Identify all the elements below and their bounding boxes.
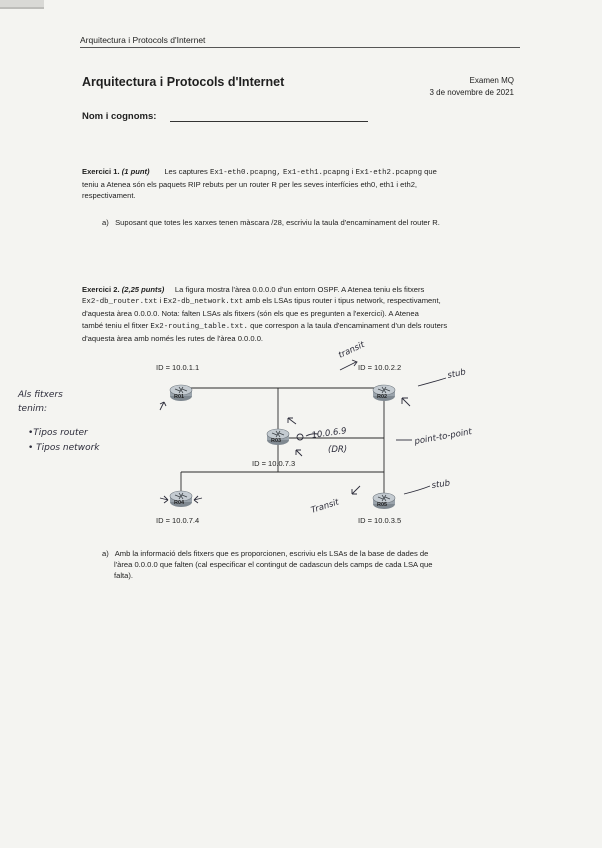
exercise-1-rest: que <box>424 167 437 176</box>
router-r01-label: R01 <box>174 394 185 400</box>
exercise-2-intro: La figura mostra l'àrea 0.0.0.0 d'un entorn OSPF. A Atenea teniu els fitxers <box>174 285 425 294</box>
handwritten-stub-r02: stub <box>446 367 467 381</box>
handwritten-dr-ip: 10.0.6.9 <box>311 426 348 441</box>
router-r03 <box>252 429 295 468</box>
exercise-1-intro: Les captures <box>164 167 208 176</box>
handwritten-note-3: •Tipos router <box>28 428 88 438</box>
exam-date: 3 de novembre de 2021 <box>429 88 514 97</box>
router-r04 <box>156 491 199 525</box>
router-r04-id: ID = 10.0.7.4 <box>156 516 200 525</box>
router-r03-id: ID = 10.0.7.3 <box>252 459 296 468</box>
exercise-2-label: Exercici 2. <box>82 285 120 294</box>
router-r02-label: R02 <box>377 394 388 400</box>
exercise-2-qa-line-3: falta). <box>114 571 133 581</box>
router-r05-id: ID = 10.0.3.5 <box>358 516 402 525</box>
handwritten-transit-bottom: Transit <box>309 497 341 516</box>
file-ex2-db-network: Ex2-db_network.txt <box>163 298 244 307</box>
router-r02-id: ID = 10.0.2.2 <box>358 363 402 372</box>
file-ex2-db-router: Ex2-db_router.txt <box>82 298 158 307</box>
router-r05-label: R05 <box>377 502 388 508</box>
question-text: Suposant que totes les xarxes tenen màscara /28, escriviu la taula d'encaminament del router R. <box>115 218 440 227</box>
exercise-1-line-3: respectivament. <box>82 191 136 201</box>
router-r03-label: R03 <box>271 438 282 444</box>
handwritten-arrows <box>160 360 446 503</box>
file-ex1-eth1: Ex1-eth1.pcapng <box>283 169 350 177</box>
exercise-1-conj: i <box>351 167 354 176</box>
page-title: Arquitectura i Protocols d'Internet <box>82 75 285 89</box>
exercise-1-label: Exercici 1. <box>82 167 120 176</box>
handwritten-stub-r05: stub <box>431 478 451 491</box>
handwritten-dr: (DR) <box>328 445 348 455</box>
exercise-2-qa-line-1 <box>102 548 522 559</box>
question-text-1: Amb la informació dels fitxers que es proporcionen, escriviu els LSAs de la base de dades de <box>114 549 429 558</box>
exercise-2-question-a <box>102 548 522 582</box>
handwritten-note-2: tenim: <box>18 404 48 414</box>
exercise-2-line-4b: que correspon a la taula d'encaminament d'un dels routers <box>250 320 448 330</box>
router-r04-label: R04 <box>174 500 185 506</box>
exercise-2-qa-line-2: l'àrea 0.0.0.0 que falten (cal especificar el contingut de cadascun dels camps de cada LSA que <box>114 560 433 570</box>
name-label: Nom i cognoms: <box>82 111 157 122</box>
exercise-2-line-3: d'aquesta àrea 0.0.0.0. Nota: falten LSAs als fitxers (són els que es pregunten a l'exercici). A Atenea <box>82 309 419 319</box>
running-header: Arquitectura i Protocols d'Internet <box>80 35 206 45</box>
handwritten-note-1: Als fitxers <box>18 390 63 400</box>
exercise-1-line-2: teniu a Atenea són els paquets RIP rebuts per un router R per les seves interfícies eth0, eth1 i eth2, <box>82 180 418 190</box>
file-ex1-eth0: Ex1-eth0.pcapng, <box>209 169 281 177</box>
question-marker: a) <box>102 218 109 227</box>
handwritten-note-4: • Tipos network <box>28 443 100 453</box>
question-marker: a) <box>102 549 109 558</box>
exercise-2-line-4a: també teniu el fitxer <box>82 320 149 330</box>
exam-label: Examen MQ <box>469 76 514 85</box>
router-r01-id: ID = 10.0.1.1 <box>156 363 200 372</box>
router-r01 <box>156 363 199 401</box>
exercise-2-line-5: d'aquesta àrea amb només les rutes de l'àrea 0.0.0.0. <box>82 333 264 343</box>
exercise-2-mid: amb els LSAs tipus router i tipus network, respectivament, <box>245 296 441 306</box>
handwritten-transit-top: transit <box>337 340 367 361</box>
file-ex1-eth2: Ex1-eth2.pcapng <box>355 169 423 177</box>
exercise-1-points: (1 punt) <box>121 167 150 176</box>
exercise-2-points: (2,25 punts) <box>121 285 165 294</box>
router-r05 <box>358 493 401 525</box>
file-ex2-routing-table: Ex2-routing_table.txt. <box>150 322 248 331</box>
handwritten-point-to-point: point-to-point <box>413 427 473 447</box>
exercise-2-conj: i <box>159 296 162 306</box>
router-r02 <box>358 363 401 401</box>
